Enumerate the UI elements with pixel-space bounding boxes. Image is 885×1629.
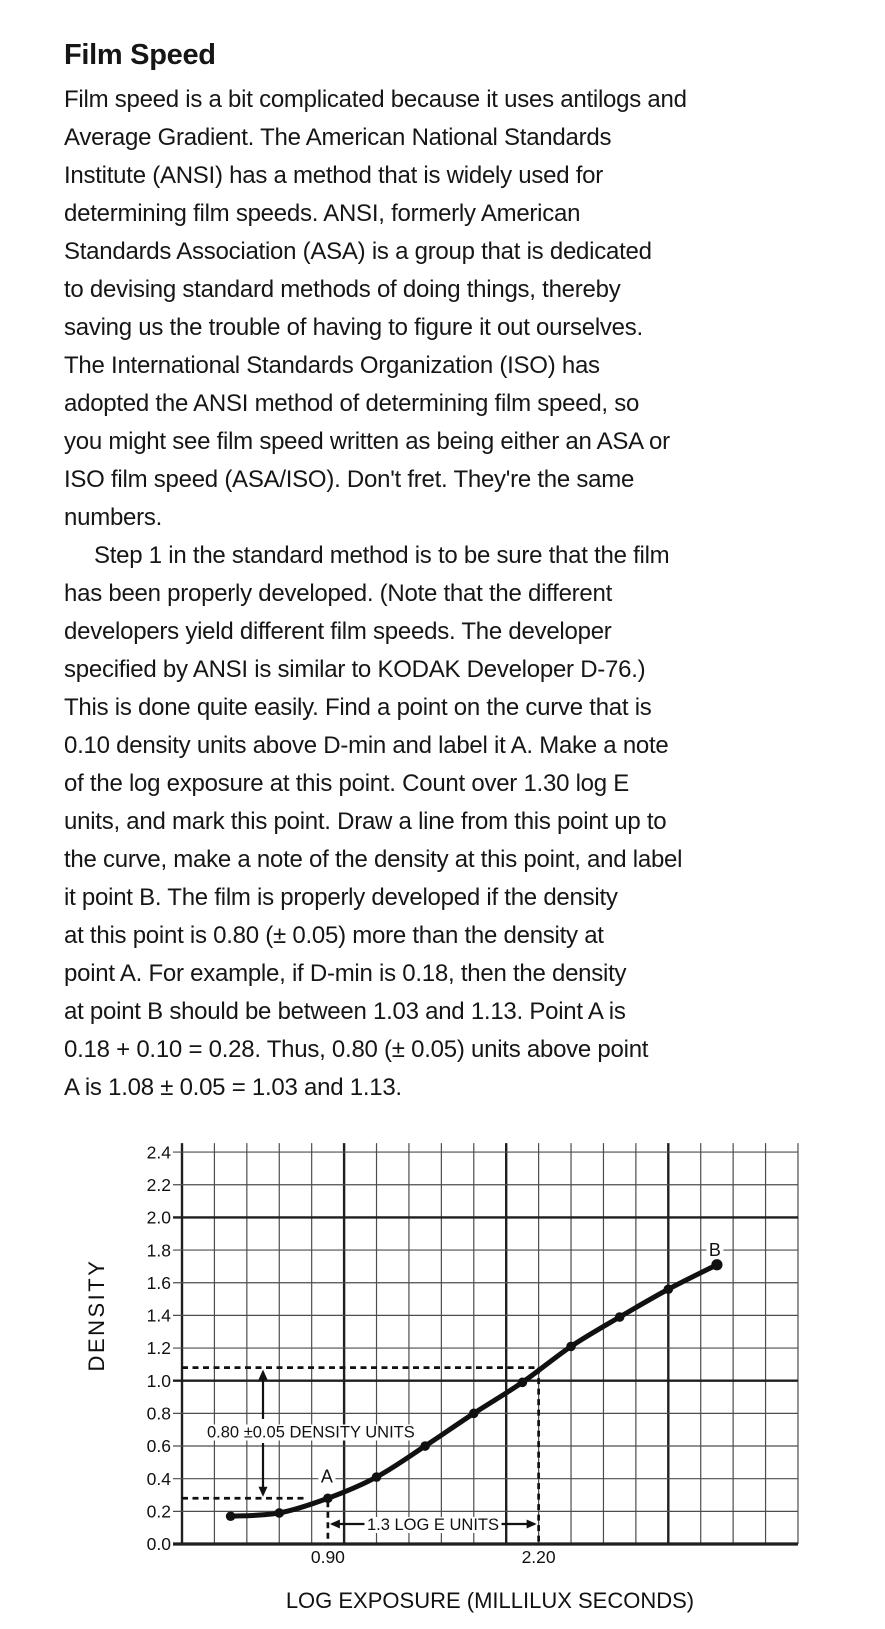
text-line: has been properly developed. (Note that the different — [64, 580, 613, 607]
text-line: units, and mark this point. Draw a line from this point up to — [64, 808, 667, 835]
y-tick-label: 0.2 — [146, 1501, 171, 1522]
svg-text:0.80 ±0.05 DENSITY UNITS: 0.80 ±0.05 DENSITY UNITS — [207, 1423, 415, 1442]
text-line: developers yield different film speeds. The developer — [64, 618, 612, 645]
grid — [173, 1143, 798, 1544]
text-line: it point B. The film is properly developed if the density — [64, 884, 618, 911]
tick-labels — [147, 1142, 556, 1567]
y-tick-label: 0.8 — [146, 1403, 171, 1424]
text-line: numbers. — [64, 504, 163, 531]
text-line: the curve, make a note of the density at this point, and label — [64, 846, 683, 873]
text-line: Institute (ANSI) has a method that is widely used for — [64, 162, 604, 189]
x-tick-label: 2.20 — [521, 1547, 556, 1567]
y-axis-title: DENSITY — [84, 1258, 109, 1372]
svg-text:B: B — [708, 1239, 721, 1260]
text-line: at this point is 0.80 (± 0.05) more than the density at — [64, 922, 604, 949]
y-tick-label: 2.0 — [146, 1207, 171, 1228]
text-line: determining film speeds. ANSI, formerly American — [64, 200, 581, 227]
text-line: Average Gradient. The American National Standards — [64, 124, 612, 151]
y-tick-label: 0.6 — [146, 1436, 171, 1457]
y-tick-label: 1.6 — [146, 1272, 171, 1293]
text-line: Step 1 in the standard method is to be sure that the film — [94, 542, 670, 569]
log-e-band-annotation — [364, 1516, 501, 1534]
text-line: 0.10 density units above D-min and label it A. Make a note — [64, 732, 669, 759]
paragraph-2 — [64, 537, 836, 1107]
text-line: Film speed is a bit complicated because it uses antilogs and — [64, 86, 687, 113]
x-axis-title: LOG EXPOSURE (MILLILUX SECONDS) — [285, 1588, 695, 1613]
svg-text:1.3 LOG E UNITS: 1.3 LOG E UNITS — [366, 1516, 500, 1534]
text-line: This is done quite easily. Find a point on the curve that is — [64, 694, 652, 721]
text-line: ISO film speed (ASA/ISO). Don't fret. They're the same — [64, 466, 635, 493]
svg-text:A: A — [320, 1466, 333, 1487]
text-line: at point B should be between 1.03 and 1.13. Point A is — [64, 998, 626, 1025]
measurement-arrows — [259, 1370, 537, 1529]
text-line: 0.18 + 0.10 = 0.28. Thus, 0.80 (± 0.05) units above point — [64, 1036, 649, 1063]
y-tick-label: 1.0 — [146, 1370, 171, 1391]
y-tick-label: 0.4 — [146, 1468, 171, 1489]
text-line: adopted the ANSI method of determining film speed, so — [64, 390, 640, 417]
text-line: A is 1.08 ± 0.05 = 1.03 and 1.13. — [64, 1074, 402, 1101]
text-line: you might see film speed written as being either an ASA or — [64, 428, 670, 455]
x-tick-label: 0.90 — [310, 1547, 345, 1567]
y-tick-label: 1.4 — [146, 1305, 171, 1326]
paragraph-1 — [64, 81, 836, 537]
text-line: saving us the trouble of having to figure it out ourselves. — [64, 314, 643, 341]
text-line: specified by ANSI is similar to KODAK Developer D-76.) — [64, 656, 646, 683]
text-line: Standards Association (ASA) is a group that is dedicated — [64, 238, 652, 265]
text-line: point A. For example, if D-min is 0.18, then the density — [64, 960, 627, 987]
y-tick-label: 1.2 — [146, 1338, 171, 1359]
article-text — [64, 38, 836, 1107]
y-tick-label: 2.2 — [146, 1174, 171, 1195]
density-band-annotation — [205, 1424, 418, 1442]
text-line: of the log exposure at this point. Count over 1.30 log E — [64, 770, 630, 797]
y-tick-label: 0.0 — [146, 1534, 171, 1555]
y-tick-label: 2.4 — [146, 1142, 171, 1163]
y-tick-label: 1.8 — [146, 1240, 171, 1261]
characteristic-curve-chart — [0, 1100, 885, 1629]
point-label-b — [706, 1240, 723, 1260]
text-line: to devising standard methods of doing things, thereby — [64, 276, 621, 303]
point-label-a — [318, 1466, 335, 1486]
text-line: The International Standards Organization (ISO) has — [64, 352, 600, 379]
section-heading: Film Speed — [64, 39, 216, 71]
